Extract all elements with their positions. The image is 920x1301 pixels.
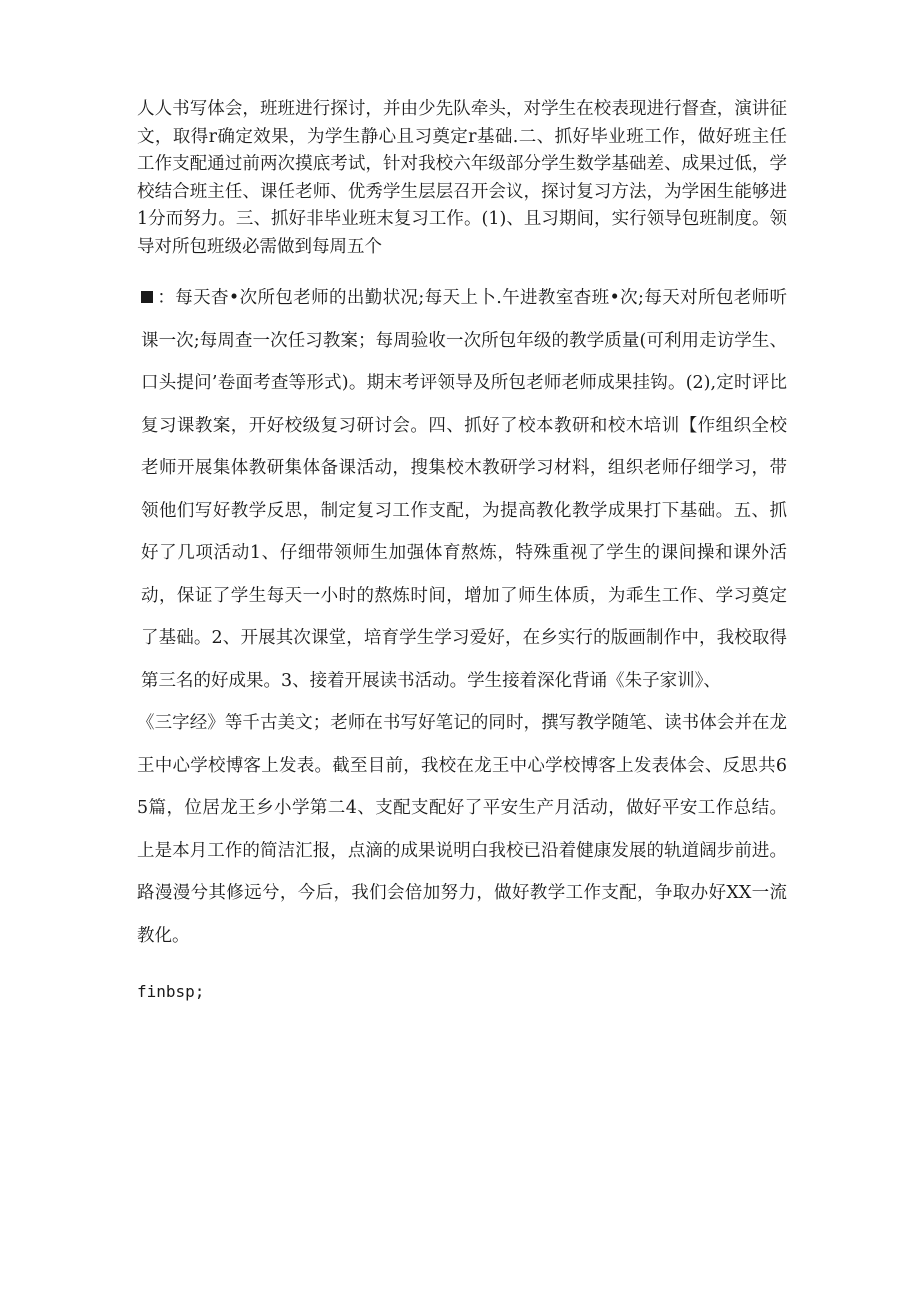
paragraph-2-text: ：每天杳•次所包老师的出勤状况;每天上卜.午进教室杳班•次;每天对所包老师听课一次;每周查一次任习教案；每周验收一次所包年级的教学质量(可利用走访学生、口头提问’卷面考查等形式)。期末考评领导及所包老师老师成果挂钩。(2),定时评比复习课教案，开好校级复习研讨会。四、抓好了校本教研和校木培训【作组织全校老师开展集体教研集体备课活动，搜集校木教研学习材料，组织老师仔细学习，带领他们写好教学反思，制定复习工作支配，为提高教化教学成果打下基础。五、抓好了几项活动1、仔细带领师生加强体育熬炼，特殊重视了学生的课间操和课外活动，保证了学生每天一小时的熬炼时间，增加了师生体质，为乖生工作、学习奠定了基础。2、开展其次课堂，培育学生学习爱好，在乡实行的版画制作中，我校取得第三名的好成果。3、接着开展读书活动。学生接着深化背诵《朱子家训》、 (141, 288, 787, 691)
paragraph-4: finbsp; (137, 982, 205, 1001)
paragraph-3: 《三字经》等千古美文；老师在书写好笔记的同时，撰写教学随笔、读书体会并在龙王中心学校博客上发表。截至目前，我校在龙王中心学校博客上发表体会、反思共65篇，位居龙王乡小学第二4、支配支配好了平安生产月活动，做好平安工作总结。上是本月工作的简洁汇报，点滴的成果说明白我校已沿着健康发展的轨道阔步前进。路漫漫兮其修远兮，今后，我们会倍加努力，做好教学工作支配，争取办好XX一流教化。 (137, 713, 787, 946)
paragraph-1: 人人书写体会，班班进行探讨，并由少先队牵头，对学生在校表现进行督查，演讲征文，取得r确定效果，为学生静心且习奠定r基础.二、抓好毕业班工作，做好班主任工作支配通过前两次摸底考试，针对我校六年级部分学生数学基础差、成果过低，学校结合班主任、课任老师、优秀学生层层召开会议，探讨复习方法，为学困生能够进1分而努力。三、抓好非毕业班末复习工作。(1)、且习期间，实行领导包班制度。领导对所包班级必需做到每周五个 (137, 99, 787, 257)
paragraph-2 (137, 277, 787, 702)
square-bullet-icon (141, 291, 153, 303)
document-page (137, 96, 787, 1007)
